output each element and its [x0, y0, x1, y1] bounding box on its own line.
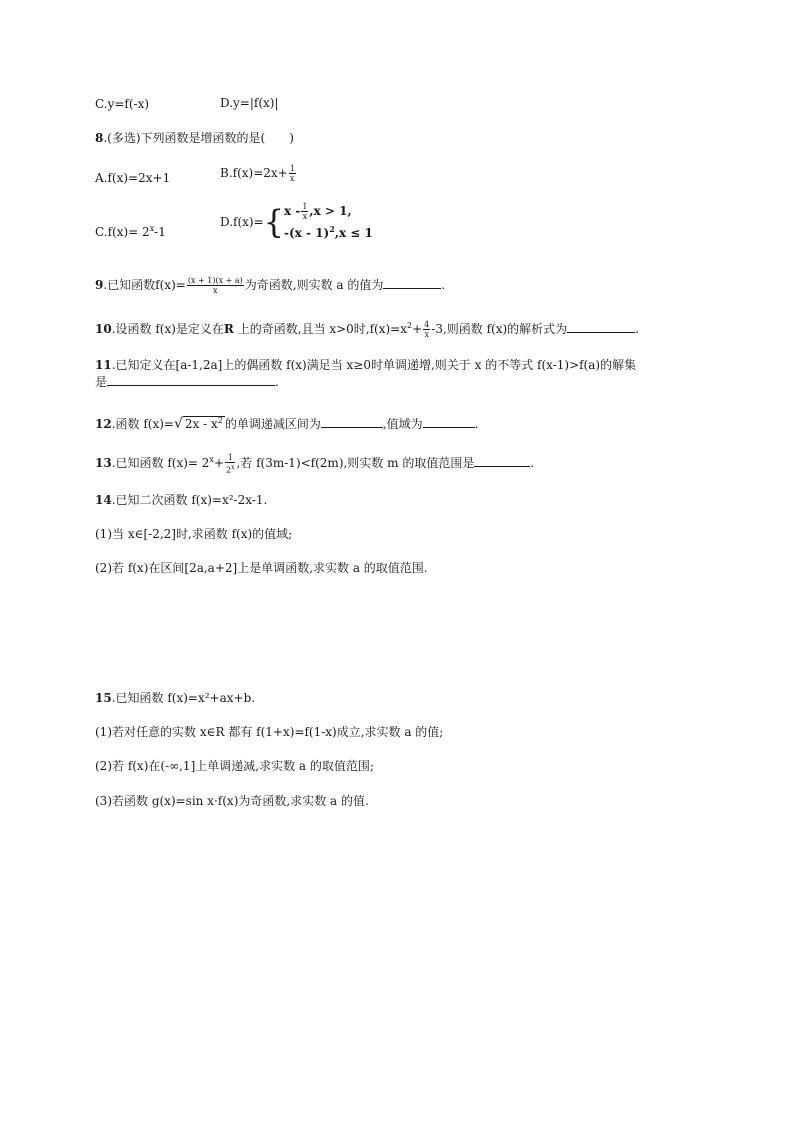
q13 [95, 452, 534, 474]
q15-part-1: (1)若对任意的实数 x∈R 都有 f(1+x)=f(1-x)成立,求实数 a 的值; [95, 725, 444, 739]
q12 [95, 413, 479, 432]
q7-option-c: C.y=f(-x) [95, 97, 150, 111]
q10-text-pre: .设函数 f(x)是定义在 [111, 322, 224, 336]
q9-text-pre: .已知函数f(x)= [103, 278, 186, 292]
q10-exponent: 2 [407, 321, 413, 330]
q13-number: 13 [95, 456, 112, 470]
q8-stem [95, 130, 294, 146]
q13-text-pre: .已知函数 f(x)= 2 [111, 456, 210, 470]
q8-option-a: A.f(x)=2x+1 [95, 171, 171, 185]
q12-text-mid2: ,值域为 [382, 417, 423, 431]
q8-option-c-text: C.f(x)= 2 [95, 225, 150, 239]
fraction-numerator: (x + 1)(x + a) [187, 276, 243, 285]
q7-option-d: D.y=|f(x)| [220, 96, 279, 110]
q15-number: 15 [95, 691, 112, 705]
q10-real-set: R [223, 322, 234, 336]
q11-line-1 [95, 357, 636, 373]
radicand-exponent: 2 [217, 416, 223, 425]
case-2-head: -(x - 1) [284, 226, 330, 240]
radicand: 2x - x [184, 417, 218, 431]
q12-text-mid: 的单调递减区间为 [224, 417, 321, 431]
answer-blank[interactable] [383, 277, 441, 289]
q15-stem-text: .已知函数 f(x)=x²+ax+b. [111, 691, 256, 705]
fraction-numerator: 1 [225, 453, 235, 463]
piecewise-brace: { [263, 203, 284, 241]
q14-part-1: (1)当 x∈[-2,2]时,求函数 f(x)的值域; [95, 527, 293, 541]
q13-fraction [225, 453, 235, 475]
q10-text-mid: 上的奇函数,且当 x>0时,f(x)=x [233, 322, 408, 336]
fraction-denominator: x [302, 212, 308, 221]
answer-blank-interval[interactable] [321, 416, 383, 428]
q14-number: 14 [95, 493, 112, 507]
q11-line-2 [95, 374, 279, 390]
answer-blank[interactable] [107, 374, 275, 386]
denominator-base: 2 [226, 465, 232, 475]
q13-end: . [530, 456, 535, 470]
q13-plus: + [213, 456, 224, 470]
q10-plus: + [412, 322, 423, 336]
q11-text-2: 是 [95, 375, 108, 389]
q8-option-b [220, 164, 297, 183]
q8-option-b-fraction [289, 164, 296, 183]
answer-blank[interactable] [474, 455, 530, 467]
q12-end: . [474, 417, 479, 431]
q12-radical [183, 413, 225, 432]
q9-number: 9 [95, 278, 104, 292]
fraction-denominator [225, 463, 235, 475]
q15-stem [95, 690, 255, 706]
fraction-denominator: x [213, 286, 218, 295]
q15-part-2: (2)若 f(x)在(-∞,1]上单调递减,求实数 a 的取值范围; [95, 759, 374, 773]
q10-text-post: -3,则函数 f(x)的解析式为 [431, 322, 568, 336]
q13-text-post: ,若 f(3m-1)<f(2m),则实数 m 的取值范围是 [236, 456, 475, 470]
q12-number: 12 [95, 417, 112, 431]
q8-number: 8 [95, 131, 104, 145]
denominator-exponent: x [231, 463, 235, 471]
q8-option-d-text: D.f(x)= [220, 215, 264, 229]
q11-end: . [275, 375, 279, 389]
fraction-numerator: 4 [424, 320, 430, 329]
fraction-denominator: x [424, 330, 429, 339]
q10-number: 10 [95, 322, 112, 336]
fraction-numerator: 1 [289, 164, 295, 173]
case-1-condition: ,x > 1, [309, 204, 352, 218]
answer-blank[interactable] [567, 321, 635, 333]
q8-option-b-text: B.f(x)=2x+ [220, 166, 288, 180]
q14-stem-text: .已知二次函数 f(x)=x²-2x-1. [111, 493, 268, 507]
q13-exponent: x [209, 455, 214, 464]
piecewise-cases [284, 202, 373, 242]
q10 [95, 318, 639, 339]
fraction-denominator: x [290, 174, 295, 183]
q12-text-pre: .函数 f(x)= [111, 417, 174, 431]
answer-blank-range[interactable] [423, 416, 475, 428]
fraction-numerator: 1 [302, 202, 308, 211]
q8-option-c [95, 221, 166, 240]
q11-text: .已知定义在[a-1,2a]上的偶函数 f(x)满足当 x≥0时单调递增,则关于 x 的不等式 f(x-1)>f(a)的解集 [111, 358, 637, 372]
q14-stem [95, 492, 267, 508]
case-1-fraction [301, 202, 308, 221]
piecewise-case-1 [284, 202, 373, 221]
case-1-head: x - [284, 204, 301, 218]
q8-option-c-exponent: x [149, 224, 155, 233]
q11-number: 11 [95, 358, 112, 372]
q9 [95, 276, 445, 295]
q8-option-d [220, 202, 373, 242]
q8-stem-text: .(多选)下列函数是增函数的是( ) [103, 131, 294, 145]
case-2-condition: ,x ≤ 1 [334, 226, 373, 240]
q14-part-2: (2)若 f(x)在区间[2a,a+2]上是单调函数,求实数 a 的取值范围. [95, 561, 428, 575]
case-2-exponent: 2 [329, 224, 335, 234]
q8-option-c-tail: -1 [154, 225, 166, 239]
q10-fraction [423, 320, 430, 339]
q15-part-3: (3)若函数 g(x)=sin x·f(x)为奇函数,求实数 a 的值. [95, 794, 369, 808]
piecewise-case-2 [284, 221, 373, 242]
q9-text-post: 为奇函数,则实数 a 的值为 [244, 278, 384, 292]
q10-end: . [635, 322, 639, 336]
q9-end: . [441, 278, 446, 292]
q9-fraction [187, 276, 244, 295]
sqrt-icon: √ [173, 416, 183, 432]
